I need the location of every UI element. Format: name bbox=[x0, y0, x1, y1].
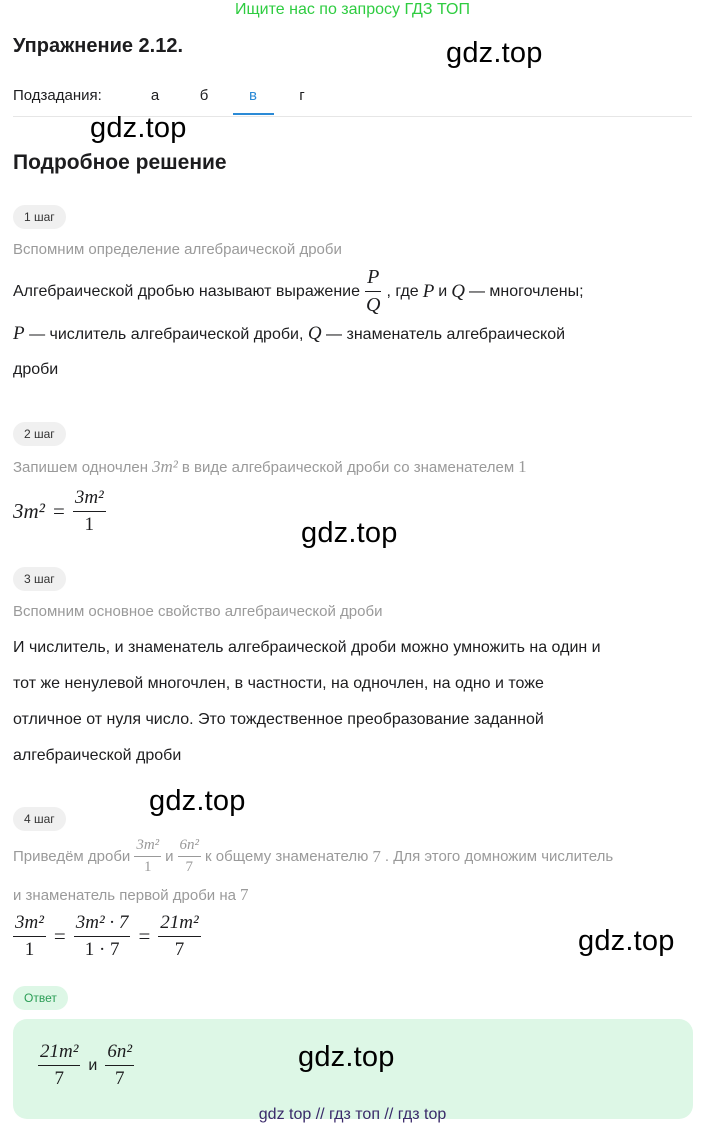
equals-sign: = bbox=[52, 499, 65, 523]
answer-content bbox=[38, 1041, 134, 1090]
step-1-chip: 1 шаг bbox=[13, 205, 66, 229]
watermark: gdz.top bbox=[149, 785, 246, 817]
fraction-denominator: 7 bbox=[114, 1068, 125, 1089]
step-1-line-3: дроби bbox=[13, 361, 59, 378]
fraction-denominator: 1 bbox=[24, 939, 35, 960]
fraction-denominator: 1 bbox=[84, 514, 95, 535]
step-1-line-2 bbox=[13, 316, 565, 353]
equation-fraction-2 bbox=[74, 912, 131, 961]
step-2-chip: 2 шаг bbox=[13, 422, 66, 446]
step-2-hint bbox=[13, 457, 527, 477]
denominator-value: 1 bbox=[518, 457, 527, 476]
subtask-tab-g[interactable]: г bbox=[299, 87, 305, 104]
answer-fraction-2 bbox=[105, 1041, 134, 1090]
watermark: gdz.top bbox=[301, 517, 398, 549]
step-2-equation bbox=[13, 487, 106, 536]
hint-text: к общему знаменателю bbox=[205, 848, 369, 865]
subtask-tab-b[interactable]: б bbox=[199, 87, 209, 104]
search-banner[interactable]: Ищите нас по запросу ГДЗ ТОП bbox=[235, 1, 470, 18]
fraction-denominator: Q bbox=[365, 294, 381, 316]
subtask-tab-v[interactable]: в bbox=[249, 87, 257, 104]
equation-fraction-1 bbox=[13, 912, 46, 961]
step-3-line-1: И числитель, и знаменатель алгебраической дроби можно умножить на один и bbox=[13, 639, 601, 656]
hint-fraction-2 bbox=[178, 837, 202, 876]
equals-sign: = bbox=[53, 924, 66, 948]
equals-sign: = bbox=[138, 924, 151, 948]
fraction-numerator: 6n² bbox=[105, 1041, 134, 1066]
fraction-numerator: 3m² bbox=[13, 912, 46, 937]
step-4-hint-line-1 bbox=[13, 837, 613, 876]
step-3-line-2: тот же ненулевой многочлен, в частности, на одночлен, на одно и тоже bbox=[13, 675, 544, 692]
answer-fraction-1 bbox=[38, 1041, 80, 1090]
var-q: Q bbox=[307, 323, 322, 344]
step-4-equation bbox=[13, 912, 201, 961]
fraction-numerator: P bbox=[365, 266, 381, 292]
step-1-text: и bbox=[438, 282, 448, 300]
fraction-numerator: 3m² · 7 bbox=[74, 912, 131, 937]
step-3-chip: 3 шаг bbox=[13, 567, 66, 591]
answer-chip: Ответ bbox=[13, 986, 68, 1010]
step-4-chip: 4 шаг bbox=[13, 807, 66, 831]
var-p: P bbox=[422, 280, 435, 302]
fraction-numerator: 21m² bbox=[38, 1041, 80, 1066]
var-q: Q bbox=[451, 280, 465, 302]
fraction-denominator: 1 · 7 bbox=[84, 939, 120, 960]
step-1-text: , где bbox=[386, 282, 419, 300]
step-1-text: — многочлены; bbox=[468, 282, 584, 300]
hint-fraction-1 bbox=[134, 837, 161, 876]
equation-left: 3m² bbox=[13, 499, 45, 523]
common-denominator: 7 bbox=[372, 846, 381, 866]
fraction-numerator: 21m² bbox=[158, 912, 200, 937]
fraction-denominator: 1 bbox=[143, 859, 152, 875]
hint-text: и знаменатель первой дроби на bbox=[13, 887, 236, 904]
step-3-line-3: отличное от нуля число. Это тождественное преобразование заданной bbox=[13, 711, 544, 728]
step-1-text: — числитель алгебраической дроби, bbox=[29, 326, 304, 343]
step-3-line-4: алгебраической дроби bbox=[13, 747, 182, 764]
active-tab-indicator bbox=[233, 113, 274, 115]
equation-fraction bbox=[73, 487, 106, 536]
step-3-hint: Вспомним основное свойство алгебраической дроби bbox=[13, 603, 383, 620]
step-1-text: — знаменатель алгебраической bbox=[326, 326, 566, 343]
watermark: gdz.top bbox=[446, 37, 543, 69]
subtasks-label: Подзадания: bbox=[13, 87, 102, 104]
monomial: 3m² bbox=[152, 457, 178, 476]
fraction-denominator: 7 bbox=[54, 1068, 64, 1089]
fraction-denominator: 7 bbox=[185, 859, 194, 875]
solution-title: Подробное решение bbox=[13, 151, 227, 174]
step-1-text: Алгебраической дробью называют выражение bbox=[13, 282, 360, 300]
step-4-hint-line-2 bbox=[13, 885, 248, 905]
hint-text: и bbox=[165, 848, 174, 865]
hint-text: . Для этого домножим числитель bbox=[384, 848, 614, 865]
equation-fraction-3 bbox=[158, 912, 200, 961]
answer-and: и bbox=[88, 1056, 98, 1074]
step-1-hint: Вспомним определение алгебраической дроби bbox=[13, 241, 342, 258]
fraction-numerator: 6n² bbox=[178, 837, 202, 857]
hint-text: в виде алгебраической дроби со знаменателем bbox=[181, 459, 515, 476]
footer-links[interactable]: gdz top // гдз топ // гдз top bbox=[258, 1106, 447, 1123]
watermark: gdz.top bbox=[298, 1041, 395, 1073]
hint-text: Приведём дроби bbox=[13, 848, 131, 865]
fraction-numerator: 3m² bbox=[73, 487, 106, 512]
fraction-denominator: 7 bbox=[174, 939, 185, 960]
step-1-line-1 bbox=[13, 266, 584, 317]
multiplier: 7 bbox=[239, 885, 249, 904]
fraction-numerator: 3m² bbox=[134, 837, 161, 857]
watermark: gdz.top bbox=[90, 112, 187, 144]
exercise-title: Упражнение 2.12. bbox=[13, 35, 184, 57]
hint-text: Запишем одночлен bbox=[13, 459, 149, 476]
watermark: gdz.top bbox=[578, 925, 675, 957]
var-p: P bbox=[13, 323, 25, 344]
pq-fraction bbox=[364, 266, 382, 317]
subtask-tab-a[interactable]: а bbox=[150, 87, 160, 104]
